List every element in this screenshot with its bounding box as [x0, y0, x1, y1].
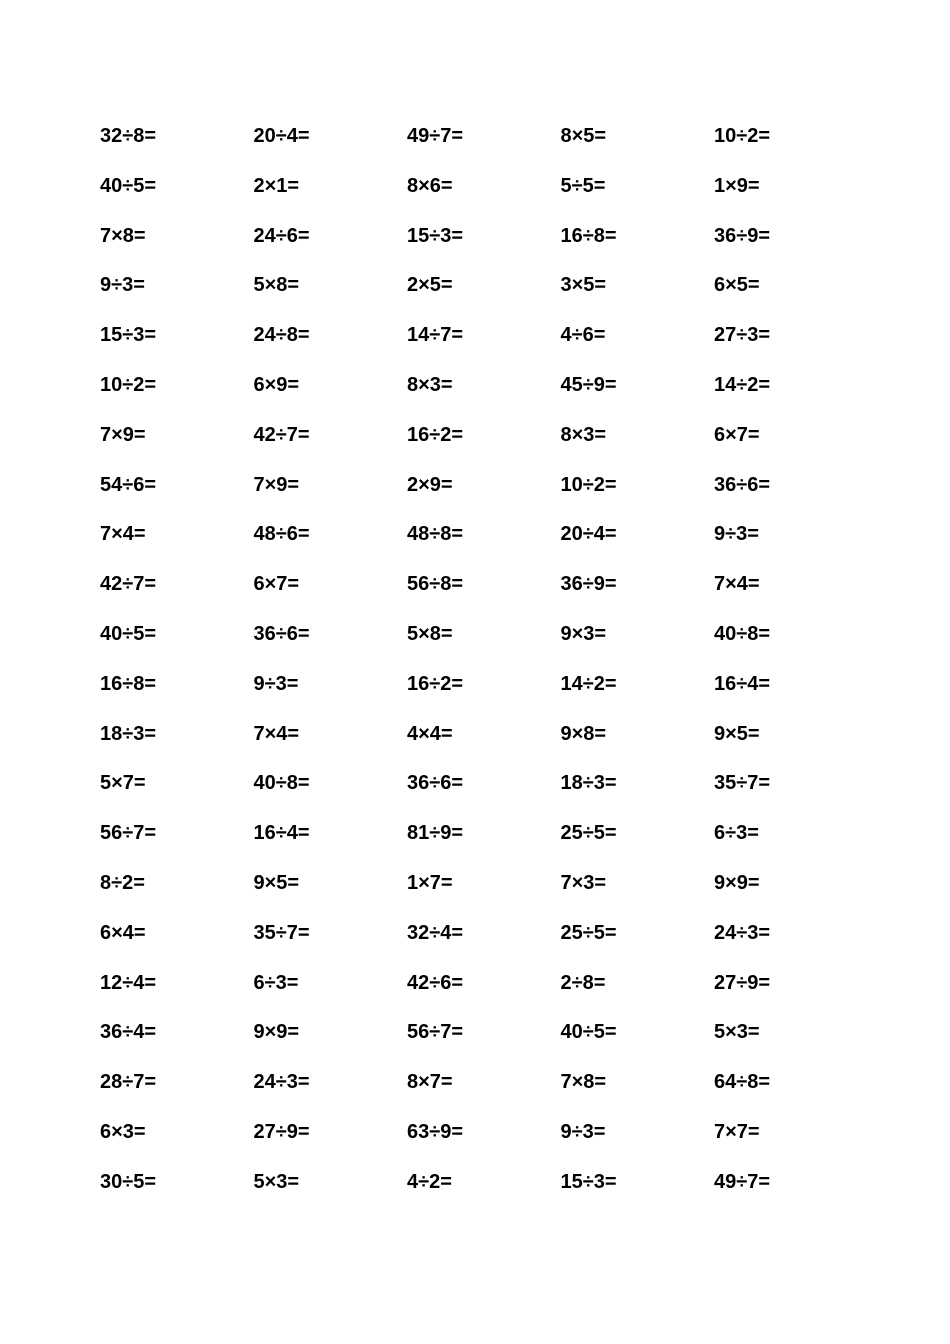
problem-row: [100, 220, 880, 270]
math-problem: 16÷2=: [407, 423, 464, 446]
math-problem: 16÷8=: [560, 224, 617, 247]
math-problem: 5×7=: [100, 772, 146, 795]
math-problem: 5×8=: [253, 274, 300, 297]
math-problem: 42÷6=: [407, 971, 464, 994]
math-problem: 3×5=: [560, 274, 607, 297]
problem-row: [100, 568, 880, 618]
problem-row: [100, 419, 880, 469]
math-problem: 36÷9=: [560, 573, 617, 596]
math-problem: 36÷6=: [407, 772, 464, 795]
math-problem: 27÷9=: [714, 971, 771, 994]
math-problem: 40÷8=: [714, 622, 771, 645]
math-problem: 24÷3=: [253, 1071, 310, 1094]
math-problem: 6×5=: [714, 274, 760, 297]
problem-row: [100, 1066, 880, 1116]
problem-row: [100, 1016, 880, 1066]
math-problem: 81÷9=: [407, 822, 464, 845]
math-problem: 16÷4=: [714, 672, 771, 695]
problem-row: [100, 469, 880, 519]
math-problem: 15÷3=: [407, 224, 464, 247]
math-problem: 7×8=: [100, 224, 146, 247]
math-problem: 5÷5=: [560, 174, 606, 197]
math-problem: 1×7=: [407, 871, 453, 894]
math-problem: 16÷8=: [100, 672, 157, 695]
math-problem: 56÷7=: [100, 822, 157, 845]
math-problem: 7×4=: [714, 573, 760, 596]
problem-row: [100, 120, 880, 170]
math-problem: 7×7=: [714, 1120, 760, 1143]
math-problem: 24÷8=: [253, 324, 310, 347]
math-problem: 36÷6=: [253, 622, 310, 645]
math-problem: 27÷9=: [253, 1120, 310, 1143]
problem-row: [100, 668, 880, 718]
math-problem: 7×9=: [100, 423, 146, 446]
math-problem: 5×8=: [407, 622, 453, 645]
math-problem: 7×8=: [560, 1071, 607, 1094]
math-problem: 24÷6=: [253, 224, 310, 247]
math-problem: 7×9=: [253, 473, 300, 496]
math-problem: 5×3=: [714, 1021, 760, 1044]
math-problem: 42÷7=: [253, 423, 310, 446]
math-problem: 9×9=: [714, 871, 760, 894]
math-problem: 45÷9=: [560, 373, 617, 396]
math-problem: 15÷3=: [100, 324, 157, 347]
math-problem: 56÷8=: [407, 573, 464, 596]
math-problem: 16÷2=: [407, 672, 464, 695]
math-problem: 6×3=: [100, 1120, 146, 1143]
math-problem: 35÷7=: [253, 921, 310, 944]
math-problem: 9×5=: [714, 722, 760, 745]
math-problem: 48÷6=: [253, 523, 310, 546]
math-problem: 9×5=: [253, 871, 300, 894]
math-problem: 40÷5=: [100, 622, 157, 645]
math-problem: 8×6=: [407, 174, 453, 197]
math-problem: 16÷4=: [253, 822, 310, 845]
math-problem: 18÷3=: [100, 722, 157, 745]
problem-row: [100, 170, 880, 220]
math-problem: 64÷8=: [714, 1071, 771, 1094]
math-problem: 32÷4=: [407, 921, 464, 944]
math-problem: 9÷3=: [100, 274, 145, 297]
math-problem: 10÷2=: [560, 473, 617, 496]
math-problem: 6÷3=: [714, 822, 759, 845]
math-problem: 9×8=: [560, 722, 607, 745]
problem-row: [100, 967, 880, 1017]
math-problem: 2×1=: [253, 174, 300, 197]
math-problem: 40÷5=: [100, 174, 157, 197]
math-problem: 1×9=: [714, 174, 760, 197]
math-problem: 24÷3=: [714, 921, 771, 944]
problem-row: [100, 319, 880, 369]
math-problem: 20÷4=: [560, 523, 617, 546]
math-problem: 40÷8=: [253, 772, 310, 795]
problem-row: [100, 518, 880, 568]
math-problem: 6×7=: [714, 423, 760, 446]
math-problem: 8×7=: [407, 1071, 453, 1094]
math-problem: 7×4=: [100, 523, 146, 546]
math-problem: 8×3=: [407, 373, 453, 396]
math-problem: 9×3=: [560, 622, 607, 645]
math-problem: 36÷6=: [714, 473, 771, 496]
math-problem: 48÷8=: [407, 523, 464, 546]
math-problem: 14÷7=: [407, 324, 464, 347]
problem-row: [100, 269, 880, 319]
math-problem: 2×9=: [407, 473, 453, 496]
math-problem: 10÷2=: [100, 373, 157, 396]
math-problem: 14÷2=: [560, 672, 617, 695]
math-problem: 5×3=: [253, 1170, 300, 1193]
problem-row: [100, 1166, 880, 1216]
math-problem: 56÷7=: [407, 1021, 464, 1044]
problem-row: [100, 817, 880, 867]
math-problem: 7×3=: [560, 871, 607, 894]
math-problem: 14÷2=: [714, 373, 771, 396]
math-problem: 2÷8=: [560, 971, 606, 994]
math-problem: 8×5=: [560, 125, 607, 147]
problem-row: [100, 867, 880, 917]
problem-row: [100, 1116, 880, 1166]
math-problem: 42÷7=: [100, 573, 157, 596]
problem-row: [100, 718, 880, 768]
problem-row: [100, 618, 880, 668]
math-problem: 9÷3=: [714, 523, 759, 546]
math-problem: 6×7=: [253, 573, 300, 596]
math-problem: 54÷6=: [100, 473, 157, 496]
problem-row: [100, 369, 880, 419]
math-problem: 27÷3=: [714, 324, 771, 347]
math-problem: 8×3=: [560, 423, 607, 446]
math-problem: 7×4=: [253, 722, 300, 745]
math-problem: 28÷7=: [100, 1071, 157, 1094]
math-problem: 36÷9=: [714, 224, 771, 247]
math-problem: 6÷3=: [253, 971, 299, 994]
math-problem: 30÷5=: [100, 1170, 157, 1193]
math-problem: 10÷2=: [714, 125, 771, 147]
math-problem: 32÷8=: [100, 125, 157, 147]
math-worksheet: [100, 120, 880, 1216]
math-problem: 12÷4=: [100, 971, 157, 994]
math-problem: 2×5=: [407, 274, 453, 297]
math-problem: 20÷4=: [253, 125, 310, 147]
math-problem: 40÷5=: [560, 1021, 617, 1044]
problem-row: [100, 917, 880, 967]
math-problem: 4×4=: [407, 722, 453, 745]
math-problem: 25÷5=: [560, 921, 617, 944]
problem-row: [100, 767, 880, 817]
math-problem: 63÷9=: [407, 1120, 464, 1143]
math-problem: 6×4=: [100, 921, 146, 944]
math-problem: 9×9=: [253, 1021, 300, 1044]
math-problem: 9÷3=: [253, 672, 299, 695]
math-problem: 49÷7=: [407, 125, 464, 147]
math-problem: 4÷6=: [560, 324, 606, 347]
math-problem: 25÷5=: [560, 822, 617, 845]
math-problem: 36÷4=: [100, 1021, 157, 1044]
math-problem: 9÷3=: [560, 1120, 606, 1143]
math-problem: 4÷2=: [407, 1170, 452, 1193]
math-problem: 18÷3=: [560, 772, 617, 795]
math-problem: 49÷7=: [714, 1170, 771, 1193]
math-problem: 6×9=: [253, 373, 300, 396]
math-problem: 35÷7=: [714, 772, 771, 795]
math-problem: 8÷2=: [100, 871, 145, 894]
math-problem: 15÷3=: [560, 1170, 617, 1193]
